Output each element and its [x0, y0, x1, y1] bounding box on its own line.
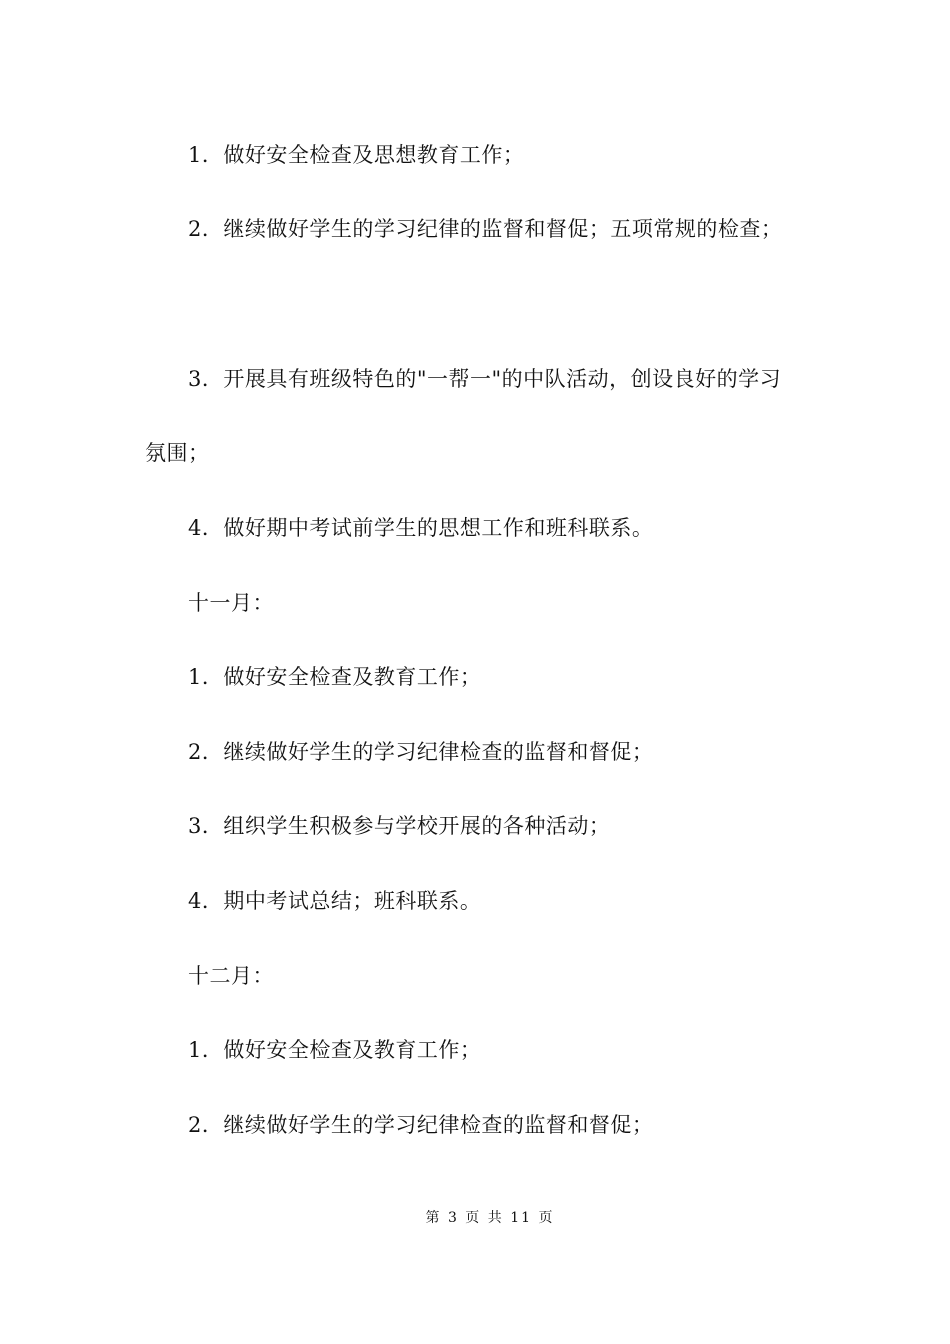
section-heading: 十二月： [188, 964, 274, 988]
page-number-footer: 第 3 页 共 11 页 [425, 1210, 555, 1226]
paragraph-line: 2．继续做好学生的学习纪律的监督和督促；五项常规的检查； [188, 217, 783, 241]
paragraph-line: 2．继续做好学生的学习纪律检查的监督和督促； [188, 1113, 654, 1137]
paragraph-line: 2．继续做好学生的学习纪律检查的监督和督促； [188, 740, 654, 764]
paragraph-line: 3．开展具有班级特色的"一帮一"的中队活动，创设良好的学习 [188, 367, 782, 391]
paragraph-line: 4．做好期中考试前学生的思想工作和班科联系。 [188, 516, 654, 540]
paragraph-line: 1．做好安全检查及教育工作； [188, 665, 482, 689]
paragraph-line: 氛围； [145, 441, 210, 465]
section-heading: 十一月： [188, 591, 274, 615]
paragraph-line: 3．组织学生积极参与学校开展的各种活动； [188, 814, 611, 838]
paragraph-line: 1．做好安全检查及思想教育工作； [188, 143, 525, 167]
paragraph-line: 4．期中考试总结；班科联系。 [188, 889, 482, 913]
paragraph-line: 1．做好安全检查及教育工作； [188, 1038, 482, 1062]
